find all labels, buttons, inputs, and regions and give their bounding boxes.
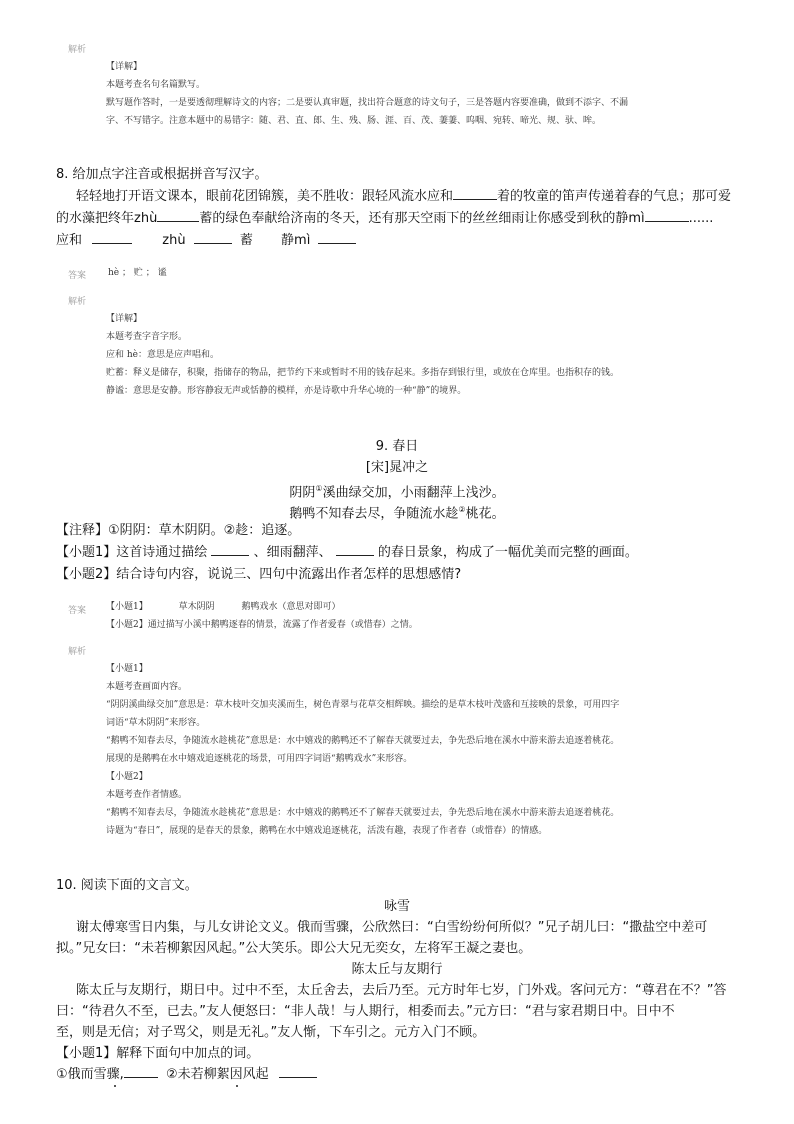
fill-label: 应和 [56,233,83,248]
poem-notes: 【注释】①阴阴：草木阴阴。②趁：追逐。 [56,523,301,538]
xiangjie-heading: 【详解】 [106,62,143,72]
explanation-line: 【小题1】 [106,664,148,674]
blank-2 [157,208,199,222]
word-item: ②未若柳絮因风起 [165,1067,269,1082]
fill-blank [318,230,356,244]
jiexi-label: 解析 [68,647,87,657]
poem-text: 阴阴 [289,485,316,501]
emphasis-dot [236,1085,238,1087]
poem-author: [宋]晁冲之 [365,460,429,475]
fill-blank [124,1064,158,1078]
answer-label: 答案 [68,606,87,616]
fill-blank [211,542,249,556]
ans-text: 草木阴阴 [178,602,215,612]
fill-blank [336,542,374,556]
explanation-line: “鹅鸭不知春去尽，争随流水趁桃花”意思是：水中嬉戏的鹅鸭还不了解春天就要过去，争先恐后地在溪水中游来游去追逐着桃花。 [106,808,620,818]
poem-text: 桃花。 [465,506,505,522]
blank-3 [645,208,689,222]
poem-text: 溪曲绿交加，小雨翻萍上浅沙。 [322,485,505,501]
fill-label: zhù [162,233,186,248]
explanation-line: 词语“草木阴阴”来形容。 [106,718,206,728]
sub-text: 、细雨翻萍、 [253,545,332,560]
explanation-line: 本题考查名句名篇默写。 [106,80,206,90]
footnote-mark: ① [315,484,323,493]
text-title-1: 咏雪 [383,899,410,914]
explanation-line: 本题考查画面内容。 [106,682,188,692]
answer-line: 【小题2】通过描写小溪中鹅鸭逐春的情景，流露了作者爱春（或惜春）之情。 [106,620,418,630]
q8-text: 的水藻把终年zhù [56,211,158,226]
answer-text: hè ； 贮 ； 谧 [108,268,167,278]
explanation-line: 默写题作答时，一是要透彻理解诗文的内容；二是要认真审题，找出符合题意的诗文句子，三是答题内容要准确，做到不添字、不漏 [106,98,629,108]
classical-text: 陈太丘与友期行，期日中。过中不至，太丘舍去，去后乃至。元方时年七岁，门外戏。客问元方：“尊君在不？”答 [76,983,727,998]
blank-1 [453,186,497,200]
emphasis-dot [114,1085,116,1087]
ans-text: 鹅鸭戏水（意思对即可） [241,602,341,612]
subquestion-1: 【小题1】解释下面句中加点的词。 [56,1046,260,1061]
explanation-line: 应和 hè：意思是应声唱和。 [106,350,219,360]
subquestion-1 [56,542,638,563]
footnote-mark: ② [458,505,466,514]
explanation-line: 字、不写错字。注意本题中的易错字：随、君、直、郎、生、残、肠、涯、百、茂、萋萋、呜咽、宛转、啼光、规、驮、哞。 [106,116,602,126]
xiangjie-heading: 【详解】 [106,314,143,324]
classical-text: 至，则是无信；对子骂父，则是无礼。”友人惭，下车引之。元方入门不顾。 [56,1025,486,1040]
jiexi-label: 解析 [68,45,87,55]
q8-text: 蓄的绿色奉献给济南的冬天，还有那天空雨下的丝丝细雨让你感受到秋的静mì [199,211,645,226]
question-8-paragraph-cont [56,208,713,229]
classical-text: 拟。”兄女曰：“未若柳絮因风起。”公大笑乐。即公大兄无奕女，左将军王凝之妻也。 [56,941,532,956]
answer-line [106,598,341,616]
word-explain-line [56,1064,317,1085]
q8-text: ...... [688,211,714,226]
text-title-2: 陈太丘与友期行 [351,962,443,977]
fill-label: 蓄 [239,233,253,248]
explanation-line: 展现的是鹅鸭在水中嬉戏追逐桃花的场景，可用四字词语“鹅鸭戏水”来形容。 [106,754,413,764]
poem-text: 鹅鸭不知春去尽，争随流水趁 [289,506,459,522]
explanation-line: “鹅鸭不知春去尽，争随流水趁桃花”意思是：水中嬉戏的鹅鸭还不了解春天就要过去，争先恐后地在溪水中游来游去追逐着桃花。 [106,736,620,746]
question-8-fill-line [56,230,356,251]
fill-blank [92,230,132,244]
answer-label: 答案 [68,271,87,281]
fill-label: 静mì [281,233,311,248]
explanation-line: “阴阴溪曲绿交加”意思是：草木枝叶交加夹溪而生，树色青翠与花草交相辉映。描绘的是草木枝叶茂盛和互接映的景象，可用四字 [106,700,620,710]
fill-blank [194,230,232,244]
q8-text: 轻轻地打开语文课本，眼前花团锦簇，美不胜收：跟轻风流水应和 [76,189,454,204]
subquestion-2: 【小题2】结合诗句内容，说说三、四句中流露出作者怎样的思想感情? [56,567,462,582]
explanation-line: 本题考查字音字形。 [106,332,188,342]
question-8-title: 8. 给加点字注音或根据拼音写汉字。 [56,167,268,182]
ans-tag: 【小题1】 [106,602,148,612]
classical-text: 谢太傅寒雪日内集，与儿女讲论文义。俄而雪骤，公欣然曰：“白雪纷纷何所似？”兄子胡儿曰：“撒盐空中差可 [76,920,708,935]
sub-text: 【小题1】这首诗通过描绘 [56,545,208,560]
explanation-line: 本题考查作者情感。 [106,790,188,800]
jiexi-label: 解析 [68,297,87,307]
sub-text: 的春日景象，构成了一幅优美而完整的画面。 [377,545,638,560]
fill-blank [279,1064,317,1078]
explanation-line: 诗题为“春日”，展现的是春天的景象，鹅鸭在水中嬉戏追逐桃花，活泼有趣，表现了作者春（或惜春）的情感。 [106,826,548,836]
explanation-line: 【小题2】 [106,772,148,782]
explanation-line: 静谧：意思是安静。形容静寂无声或恬静的模样，亦是诗歌中升华心境的一种“静”的境界。 [106,386,467,396]
classical-text: 曰：“待君久不至，已去。”友人便怒曰：“非人哉！与人期行，相委而去。”元方曰：“君与家君期日中。日中不 [56,1004,675,1019]
question-8-paragraph [76,186,731,207]
q8-text: 着的牧童的笛声传递着春的气息；那可爱 [497,189,732,204]
poem-title: 9. 春日 [375,439,419,454]
question-10-title: 10. 阅读下面的文言文。 [56,878,198,893]
word-item: ①俄而雪骤, [56,1067,124,1082]
explanation-line: 贮蓄：释义是储存，积聚，指储存的物品，把节约下来或暂时不用的钱存起来。多指存到银行里，或放在仓库里。也指积存的钱。 [106,368,620,378]
